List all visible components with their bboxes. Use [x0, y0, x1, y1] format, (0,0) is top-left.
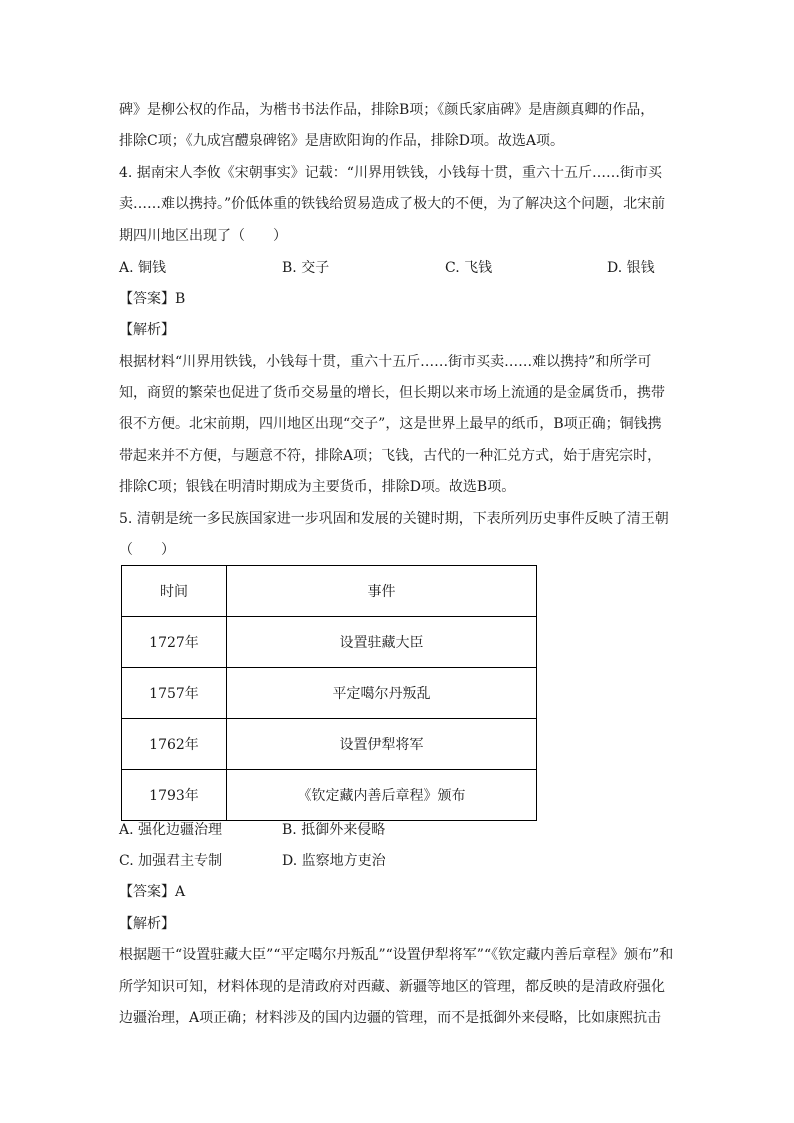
answer-label: 【答案】B	[119, 291, 186, 307]
option-c: C. 加强君主专制	[119, 853, 223, 869]
table-row	[122, 719, 537, 770]
analysis-text: 很不方便。北宋前期，四川地区出现“交子”，这是世界上最早的纸币，B项正确；铜钱携	[119, 416, 662, 432]
option-d: D. 银钱	[607, 260, 655, 276]
table-header-row	[122, 566, 537, 617]
option-d: D. 监察地方吏治	[282, 853, 386, 869]
events-table	[121, 565, 537, 821]
table-row	[122, 770, 537, 821]
question-5-options-row1	[119, 820, 679, 840]
table-row	[122, 668, 537, 719]
table-row	[122, 617, 537, 668]
question-4-text: 期四川地区出现了（ ）	[119, 228, 287, 244]
question-5-text: 5. 清朝是统一多民族国家进一步巩固和发展的关键时期，下表所列历史事件反映了清王朝	[119, 511, 669, 527]
text-line: 排除C项；《九成宫醴泉碑铭》是唐欧阳询的作品，排除D项。故选A项。	[119, 133, 565, 149]
analysis-text: 边疆治理，A项正确；材料涉及的国内边疆的管理，而不是抵御外来侵略，比如康熙抗击	[119, 1010, 662, 1026]
table-cell-event: 《钦定藏内善后章程》颁布	[227, 770, 537, 821]
option-c: C. 飞钱	[445, 260, 493, 276]
text-line: 碑》是柳公权的作品，为楷书书法作品，排除B项；《颜氏家庙碑》是唐颜真卿的作品，	[119, 102, 655, 118]
table-cell-event: 设置驻藏大臣	[227, 617, 537, 668]
table-header-cell: 事件	[227, 566, 537, 617]
analysis-text: 所学知识可知，材料体现的是清政府对西藏、新疆等地区的管理，都反映的是清政府强化	[119, 979, 665, 995]
option-a: A. 铜钱	[119, 260, 167, 276]
table-header-cell: 时间	[122, 566, 227, 617]
analysis-text: 知，商贸的繁荣也促进了货币交易量的增长，但长期以来市场上流通的是金属货币，携带	[119, 385, 665, 401]
table-cell-year: 1762年	[122, 719, 227, 770]
table-cell-year: 1793年	[122, 770, 227, 821]
analysis-text: 根据材料“川界用铁钱，小钱每十贯，重六十五斤……街市买卖……难以携持”和所学可	[119, 354, 652, 370]
table-cell-year: 1757年	[122, 668, 227, 719]
analysis-text: 带起来并不方便，与题意不符，排除A项；飞钱，古代的一种汇兑方式，始于唐宪宗时，	[119, 448, 662, 464]
option-b: B. 交子	[282, 260, 330, 276]
table-cell-year: 1727年	[122, 617, 227, 668]
question-4-text: 4. 据南宋人李攸《宋朝事实》记载：“川界用铁钱，小钱每十贯，重六十五斤……街市买	[119, 165, 662, 181]
analysis-label: 【解析】	[119, 322, 175, 338]
option-a: A. 强化边疆治理	[119, 822, 223, 838]
question-5-options-row2	[119, 851, 679, 871]
table-cell-event: 平定噶尔丹叛乱	[227, 668, 537, 719]
option-b: B. 抵御外来侵略	[282, 822, 386, 838]
question-4-text: 卖……难以携持。”价低体重的铁钱给贸易造成了极大的不便，为了解决这个问题，北宋前	[119, 196, 666, 212]
analysis-label: 【解析】	[119, 916, 175, 932]
question-4-options	[119, 258, 679, 278]
analysis-text: 根据题干“设置驻藏大臣”“平定噶尔丹叛乱”“设置伊犁将军”“《钦定藏内善后章程》颁布”和	[119, 947, 674, 963]
table-cell-event: 设置伊犁将军	[227, 719, 537, 770]
answer-label: 【答案】A	[119, 884, 186, 900]
analysis-text: 排除C项；银钱在明清时期成为主要货币，排除D项。故选B项。	[119, 479, 516, 495]
question-5-text: （ ）	[119, 542, 175, 558]
